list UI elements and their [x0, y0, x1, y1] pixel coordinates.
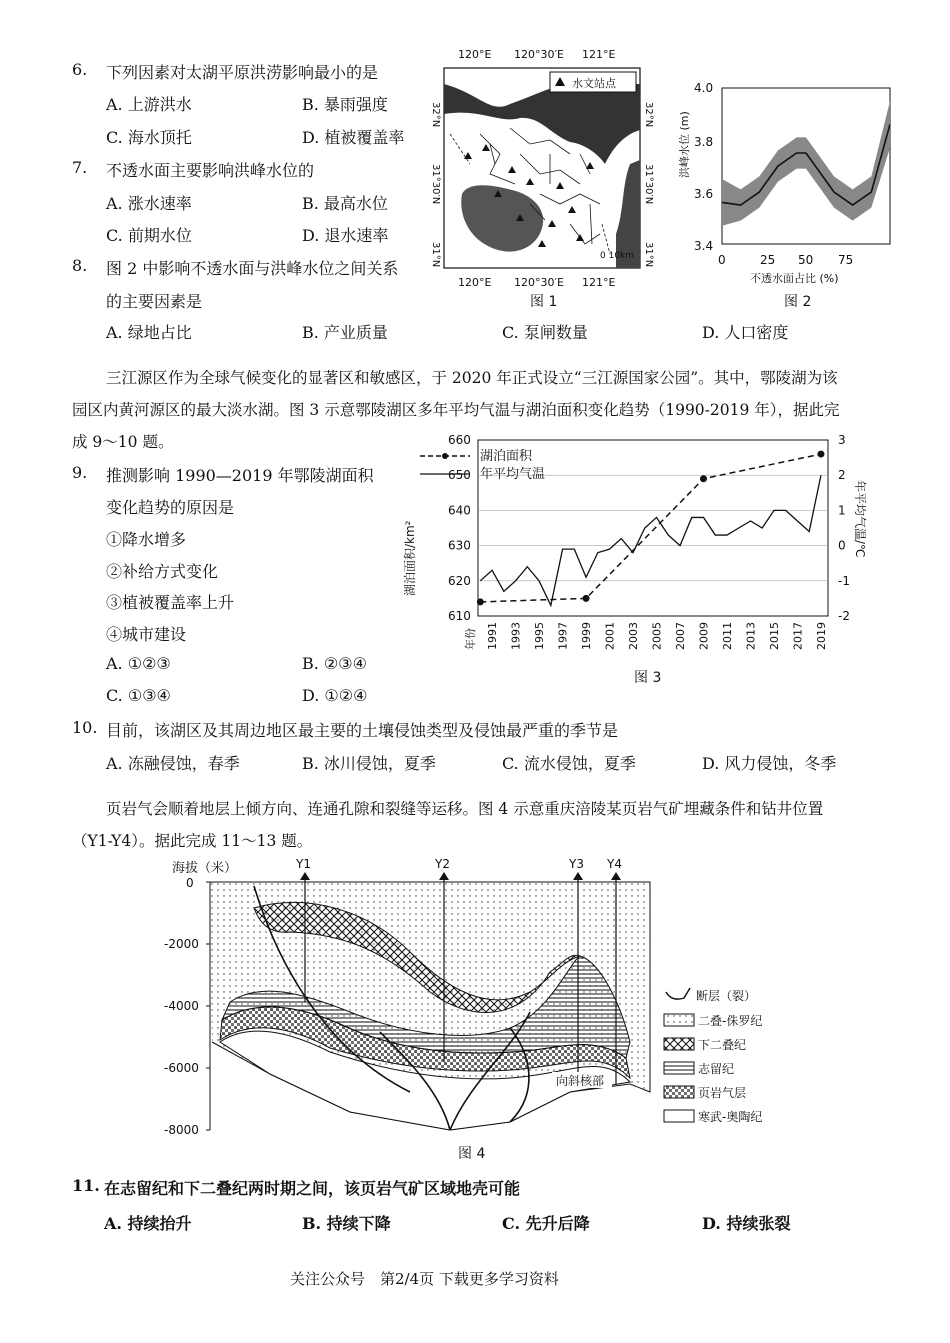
fig2-ytick-3: 3.6 — [694, 187, 714, 201]
fig3-xlabel: 年份 — [464, 628, 477, 650]
fig4-well-y3-icon — [573, 872, 583, 880]
q9-item-2: ②补给方式变化 — [106, 562, 219, 581]
q9-option-d[interactable]: D. ①②④ — [302, 686, 368, 705]
fig3-ylabel-right: 年平均气温/℃ — [853, 480, 867, 558]
fig3-ylabel-left: 湖泊面积/km² — [403, 520, 417, 596]
q10-stem: 目前，该湖区及其周边地区最主要的土壤侵蚀类型及侵蚀最严重的季节是 — [106, 721, 619, 740]
fig3-ytick-left-5: 610 — [448, 609, 471, 623]
passage2-line2: （Y1-Y4）。据此完成 11～13 题。 — [72, 832, 313, 850]
q11-option-b[interactable]: B. 持续下降 — [302, 1214, 391, 1233]
fig1-legend-label: 水文站点 — [572, 77, 616, 90]
q7-option-c[interactable]: C. 前期水位 — [106, 226, 192, 245]
fig3-ytick-left-4: 620 — [448, 573, 471, 588]
fig2-xlabel: 不透水面占比 (%) — [750, 272, 839, 285]
q6-option-a[interactable]: A. 上游洪水 — [106, 95, 192, 114]
fig2-xtick-4: 75 — [838, 253, 854, 267]
fig3-ytick-right-1: 2 — [838, 468, 846, 483]
fig4-well-y2: Y2 — [435, 857, 450, 871]
fig3-ytick-left-3: 630 — [448, 538, 471, 553]
q6-number: 6. — [72, 60, 88, 79]
fig3-xtick-14: 2019 — [814, 622, 828, 650]
fig1-lon-top-2: 120°30′E — [514, 48, 564, 61]
fig1-lat-right-3: 31°N — [643, 242, 654, 268]
fig4-legend-swatch-5 — [664, 1110, 694, 1122]
fig3-xtick-4: 1999 — [580, 622, 594, 650]
fig3-ytick-right-4: -1 — [838, 573, 850, 588]
fig2-ytick-4: 3.4 — [694, 239, 714, 253]
fig4-legend-swatch-3 — [664, 1062, 694, 1074]
fig1-lat-left-2: 31°30′N — [430, 164, 441, 205]
fig4-core-label: 向斜核部 — [556, 1074, 605, 1088]
fig3-xtick-1: 1993 — [509, 622, 523, 650]
fig4-diagram — [150, 852, 790, 1170]
page-footer: 关注公众号 第2/4页 下载更多学习资料 — [290, 1270, 559, 1288]
fig4-yaxis-ticks — [206, 882, 210, 1130]
fig2-ylabel: 洪峰水位 (m) — [678, 111, 691, 178]
fig1-lat-right-2: 31°30′N — [643, 164, 654, 205]
fig1-lat-left-3: 31°N — [430, 242, 441, 268]
q10-option-b[interactable]: B. 冰川侵蚀，夏季 — [302, 754, 436, 773]
fig4-caption: 图 4 — [458, 1146, 486, 1162]
fig3-xtick-8: 2007 — [674, 622, 688, 650]
fig4-legend-swatch-2 — [664, 1038, 694, 1050]
fig3-xtick-0: 1991 — [486, 622, 500, 650]
fig1-lon-bottom-2: 120°30′E — [514, 276, 564, 289]
q6-option-b[interactable]: B. 暴雨强度 — [302, 95, 388, 114]
fig2-ytick-1: 4.0 — [694, 81, 714, 95]
fig3-legend-area-marker — [442, 453, 448, 459]
fig4-well-y3: Y3 — [569, 857, 584, 871]
passage1-line3: 成 9～10 题。 — [72, 433, 174, 451]
fig3-ytick-right-5: -2 — [838, 609, 850, 623]
q11-number: 11. — [72, 1176, 100, 1195]
fig1-lon-top-1: 120°E — [458, 48, 492, 61]
q10-number: 10. — [72, 718, 98, 737]
fig4-ytick-3: -6000 — [164, 1061, 199, 1075]
fig3-xtick-7: 2005 — [650, 622, 664, 650]
q8-number: 8. — [72, 256, 88, 275]
fig4-ylabel: 海拔（米） — [172, 861, 238, 876]
fig3-xtick-3: 1997 — [556, 622, 570, 650]
fig2-chart — [680, 74, 900, 314]
fig3-legend-temp: 年平均气温 — [480, 467, 546, 482]
fig4-ytick-1: -2000 — [164, 937, 199, 951]
q7-stem: 不透水面主要影响洪峰水位的 — [106, 161, 315, 180]
fig4-ytick-2: -4000 — [164, 999, 199, 1013]
q6-option-d[interactable]: D. 植被覆盖率 — [302, 128, 405, 147]
q10-option-c[interactable]: C. 流水侵蚀，夏季 — [502, 754, 636, 773]
q9-option-b[interactable]: B. ②③④ — [302, 654, 367, 673]
fig3-ytick-right-2: 1 — [838, 503, 846, 518]
fig2-caption: 图 2 — [784, 294, 812, 310]
q9-number: 9. — [72, 463, 88, 482]
fig3-area-point-2 — [700, 475, 707, 482]
fig3-xtick-5: 2001 — [603, 622, 617, 650]
q11-option-d[interactable]: D. 持续张裂 — [702, 1214, 791, 1233]
q8-option-a[interactable]: A. 绿地占比 — [106, 323, 192, 342]
fig4-legend-shale-gas: 页岩气层 — [698, 1086, 747, 1100]
fig1-lat-right-1: 32°N — [643, 102, 654, 128]
fig4-ytick-4: -8000 — [164, 1123, 199, 1137]
q11-stem: 在志留纪和下二叠纪两时期之间，该页岩气矿区域地壳可能 — [104, 1179, 521, 1198]
fig3-ytick-left-0: 660 — [448, 433, 471, 447]
q11-option-a[interactable]: A. 持续抬升 — [104, 1214, 192, 1233]
q8-option-d[interactable]: D. 人口密度 — [702, 323, 789, 342]
q9-item-4: ④城市建设 — [106, 625, 187, 644]
q8-option-c[interactable]: C. 泵闸数量 — [502, 323, 588, 342]
fig4-legend-swatch-1 — [664, 1014, 694, 1026]
q7-option-b[interactable]: B. 最高水位 — [302, 194, 388, 213]
fig4-legend-lower-permian: 下二叠纪 — [698, 1038, 747, 1052]
q8-stem-line2: 的主要因素是 — [106, 292, 203, 311]
fig3-ytick-left-2: 640 — [448, 503, 471, 518]
q9-item-1: ①降水增多 — [106, 530, 187, 549]
q6-option-c[interactable]: C. 海水顶托 — [106, 128, 192, 147]
q6-stem: 下列因素对太湖平原洪涝影响最小的是 — [106, 63, 379, 82]
fig4-legend-fault-icon — [666, 988, 690, 999]
fig2-xtick-3: 50 — [798, 253, 814, 267]
fig1-caption: 图 1 — [530, 294, 558, 310]
fig3-caption: 图 3 — [634, 670, 662, 686]
fig1-scale: 0 10km — [600, 251, 635, 261]
q11-option-c[interactable]: C. 先升后降 — [502, 1214, 590, 1233]
fig3-chart — [400, 426, 880, 690]
fig3-area-point-3 — [817, 451, 824, 458]
fig3-xtick-10: 2011 — [720, 622, 734, 650]
fig3-area-point-0 — [477, 598, 484, 605]
q9-option-a[interactable]: A. ①②③ — [106, 654, 171, 673]
fig3-legend-area: 湖泊面积 — [480, 449, 533, 464]
fig3-xtick-9: 2009 — [697, 622, 711, 650]
fig4-well-y1-icon — [300, 872, 310, 880]
fig3-ytick-right-0: 3 — [838, 433, 846, 447]
fig1-lat-left-1: 32°N — [430, 102, 441, 128]
passage1-line2: 园区内黄河源区的最大淡水湖。图 3 示意鄂陵湖区多年平均气温与湖泊面积变化趋势（1990-2019 年），据此完 — [72, 401, 840, 419]
fig3-ytick-right-3: 0 — [838, 538, 846, 553]
fig2-ytick-2: 3.8 — [694, 135, 714, 149]
fig4-well-y1: Y1 — [296, 857, 311, 871]
fig3-area-point-1 — [583, 595, 590, 602]
q10-option-d[interactable]: D. 风力侵蚀，冬季 — [702, 754, 837, 773]
q7-option-a[interactable]: A. 涨水速率 — [106, 194, 192, 213]
fig1-lon-bottom-3: 121°E — [582, 276, 616, 289]
fig2-xtick-2: 25 — [760, 253, 776, 267]
fig1-map — [420, 44, 670, 312]
q10-option-a[interactable]: A. 冻融侵蚀，春季 — [106, 754, 240, 773]
fig4-well-y4: Y4 — [607, 857, 622, 871]
passage1-line1: 三江源区作为全球气候变化的显著区和敏感区，于 2020 年正式设立“三江源国家公园”。其中，鄂陵湖为该 — [106, 369, 838, 387]
q9-item-3: ③植被覆盖率上升 — [106, 593, 235, 612]
fig2-xtick-1: 0 — [718, 253, 726, 267]
q8-option-b[interactable]: B. 产业质量 — [302, 323, 388, 342]
fig4-legend — [664, 988, 762, 1124]
fig1-lon-top-3: 121°E — [582, 48, 616, 61]
fig1-lon-bottom-1: 120°E — [458, 276, 492, 289]
fig4-legend-permian-jurassic: 二叠-侏罗纪 — [698, 1014, 763, 1028]
fig4-legend-swatch-4 — [664, 1086, 694, 1098]
fig3-ytick-left-1: 650 — [448, 468, 471, 483]
fig4-legend-fault: 断层（裂） — [696, 989, 757, 1003]
fig4-well-y4-icon — [611, 872, 621, 880]
fig3-xtick-6: 2003 — [627, 622, 641, 650]
q7-number: 7. — [72, 158, 88, 177]
passage2-line1: 页岩气会顺着地层上倾方向、连通孔隙和裂缝等运移。图 4 示意重庆涪陵某页岩气矿埋藏条件和钻井位置 — [106, 800, 824, 818]
fig3-xtick-2: 1995 — [533, 622, 547, 650]
q9-stem-line2: 变化趋势的原因是 — [106, 498, 235, 517]
q9-stem-line1: 推测影响 1990—2019 年鄂陵湖面积 — [106, 466, 374, 485]
fig4-ytick-0: 0 — [186, 876, 194, 890]
fig4-legend-silurian: 志留纪 — [698, 1062, 735, 1076]
q7-option-d[interactable]: D. 退水速率 — [302, 226, 389, 245]
q9-option-c[interactable]: C. ①③④ — [106, 686, 171, 705]
q8-stem-line1: 图 2 中影响不透水面与洪峰水位之间关系 — [106, 259, 399, 278]
fig3-xtick-12: 2015 — [767, 622, 781, 650]
fig4-legend-cambrian-ordovician: 寒武-奥陶纪 — [698, 1110, 763, 1124]
fig3-xtick-13: 2017 — [791, 622, 805, 650]
fig3-xtick-11: 2013 — [744, 622, 758, 650]
fig4-well-y2-icon — [439, 872, 449, 880]
